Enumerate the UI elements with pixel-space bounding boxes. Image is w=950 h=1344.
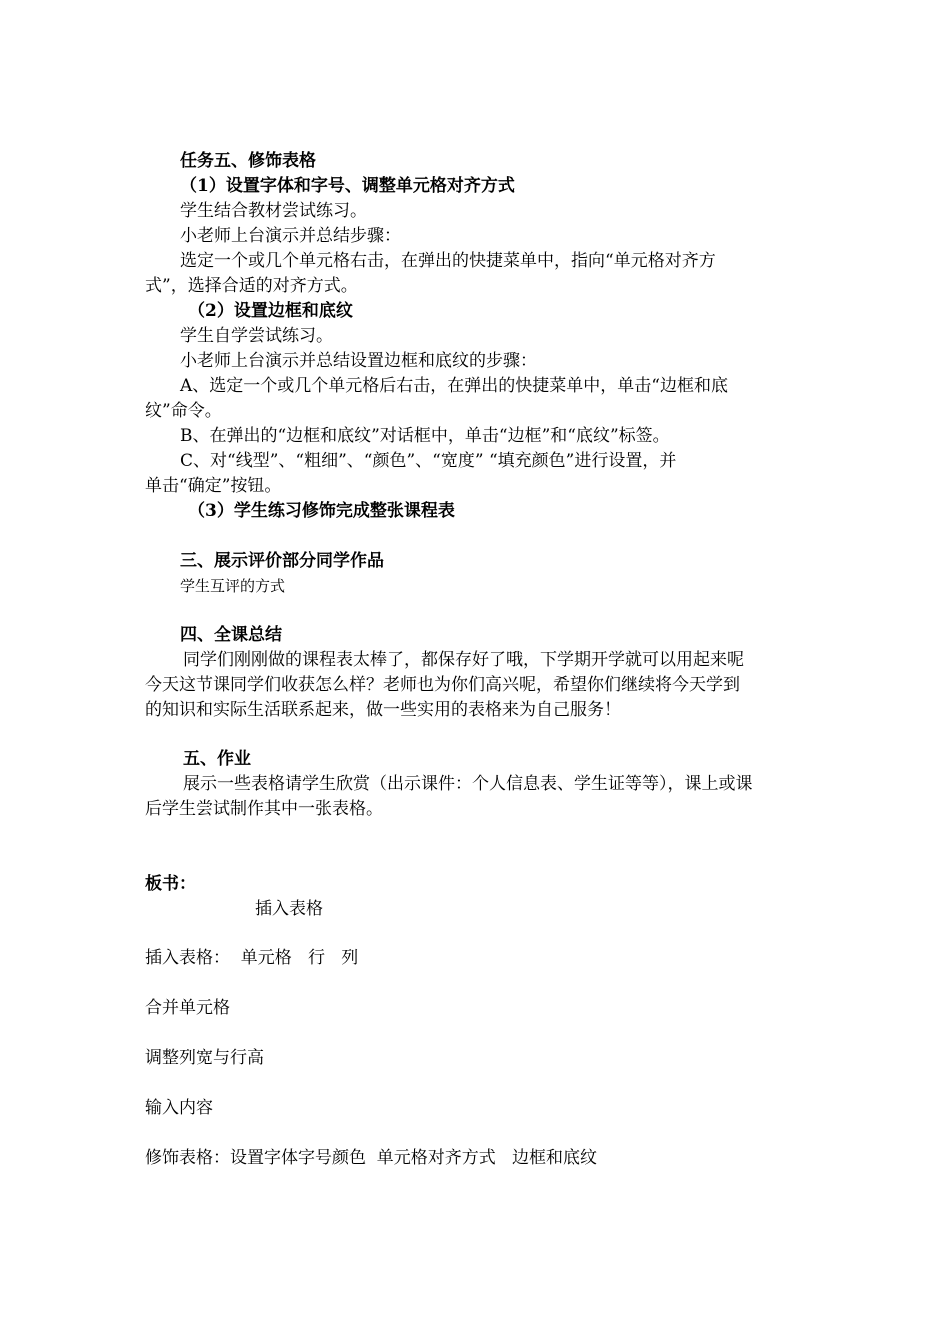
section3-text: 学生互评的方式 bbox=[180, 577, 286, 595]
section4-line-2: 今天这节课同学们收获怎么样？老师也为你们高兴呢，希望你们继续将今天学到 bbox=[145, 675, 740, 695]
section4-line-1: 同学们刚刚做的课程表太棒了，都保存好了哦，下学期开学就可以用起来呢 bbox=[183, 650, 744, 670]
step2-c-line-2: 单击“确定”按钮。 bbox=[145, 476, 282, 496]
step2-a-line-2: 纹”命令。 bbox=[145, 401, 222, 421]
section4-heading: 四、全课总结 bbox=[180, 625, 282, 645]
section5-heading: 五、作业 bbox=[183, 749, 251, 769]
step2-c-line-1: C、对“线型”、“粗细”、“颜色”、“宽度” “填充颜色”进行设置，并 bbox=[180, 451, 677, 471]
step1-title: （1）设置字体和字号、调整单元格对齐方式 bbox=[180, 176, 515, 196]
board-title: 插入表格 bbox=[255, 899, 323, 919]
step1-paragraph-3-line-2: 式”，选择合适的对齐方式。 bbox=[145, 276, 358, 296]
step1-paragraph-2: 小老师上台演示并总结步骤： bbox=[180, 226, 401, 246]
task5-heading: 任务五、修饰表格 bbox=[180, 151, 316, 171]
section3-heading: 三、展示评价部分同学作品 bbox=[180, 551, 384, 571]
section4-line-3: 的知识和实际生活联系起来，做一些实用的表格来为自己服务！ bbox=[145, 700, 621, 720]
step3-title: （3）学生练习修饰完成整张课程表 bbox=[188, 501, 455, 521]
step2-title: （2）设置边框和底纹 bbox=[188, 301, 353, 321]
step2-paragraph-2: 小老师上台演示并总结设置边框和底纹的步骤： bbox=[180, 351, 537, 371]
section5-line-2: 后学生尝试制作其中一张表格。 bbox=[145, 799, 383, 819]
board-line-4: 输入内容 bbox=[145, 1098, 213, 1118]
board-label: 板书： bbox=[145, 874, 196, 894]
step2-a-line-1: A、选定一个或几个单元格后右击，在弹出的快捷菜单中，单击“边框和底 bbox=[180, 376, 728, 396]
board-line-1: 插入表格： 单元格 行 列 bbox=[145, 948, 359, 968]
step2-b: B、在弹出的“边框和底纹”对话框中，单击“边框”和“底纹”标签。 bbox=[180, 426, 670, 446]
step2-paragraph-1: 学生自学尝试练习。 bbox=[180, 326, 333, 346]
step1-paragraph-3-line-1: 选定一个或几个单元格右击，在弹出的快捷菜单中，指向“单元格对齐方 bbox=[180, 251, 716, 271]
board-line-3: 调整列宽与行高 bbox=[145, 1048, 264, 1068]
section5-line-1: 展示一些表格请学生欣赏（出示课件：个人信息表、学生证等等），课上或课 bbox=[183, 774, 753, 794]
board-line-5: 修饰表格：设置字体字号颜色 单元格对齐方式 边框和底纹 bbox=[145, 1148, 598, 1168]
step1-paragraph-1: 学生结合教材尝试练习。 bbox=[180, 201, 367, 221]
board-line-2: 合并单元格 bbox=[145, 998, 230, 1018]
